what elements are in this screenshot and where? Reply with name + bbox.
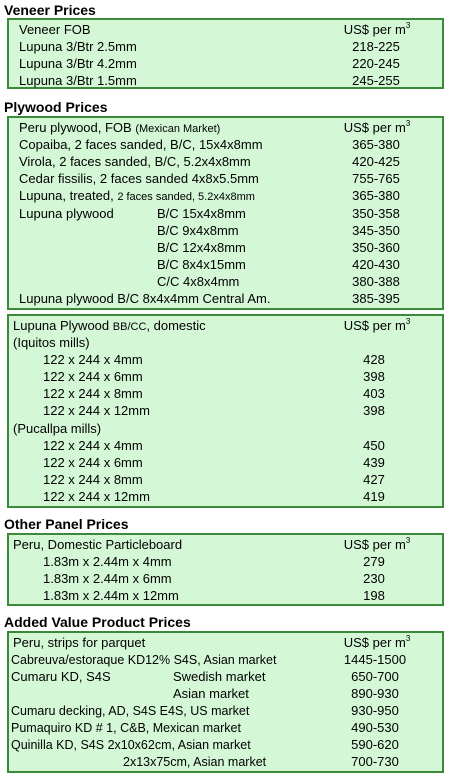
- plywood-table: [7, 116, 444, 310]
- veneer-row-label: Lupuna 3/Btr 4.2mm: [19, 56, 137, 71]
- added-row-market: Swedish market: [173, 669, 266, 684]
- lupuna-row-label: C/C 4x8x4mm: [157, 274, 240, 289]
- panel-header-unit: US$ per $m^3$: [343, 536, 411, 552]
- plywood-row-label: Cedar fissilis, 2 faces sanded 4x8x5.5mm: [19, 171, 259, 186]
- added-row-price: 590-620: [351, 737, 399, 752]
- iquitos-row-price: 428: [363, 352, 385, 367]
- plywood-row-price: 420-425: [352, 154, 400, 169]
- panel-section-title: Other Panel Prices: [4, 516, 129, 532]
- added-row-label: Quinilla KD, S4S 2x10x62cm, Asian market: [11, 738, 251, 752]
- plywood-row-price: 365-380: [352, 137, 400, 152]
- lupuna-row-price: 345-350: [352, 223, 400, 238]
- pucallpa-row-label: 122 x 244 x 4mm: [43, 438, 143, 453]
- pucallpa-row-label: 122 x 244 x 12mm: [43, 489, 150, 504]
- pucallpa-row-label: 122 x 244 x 8mm: [43, 472, 143, 487]
- iquitos-row-label: 122 x 244 x 6mm: [43, 369, 143, 384]
- plywood-section-title: Plywood Prices: [4, 99, 108, 115]
- added-row-label: Cumaru decking, AD, S4S E4S, US market: [11, 704, 250, 718]
- veneer-table: [7, 18, 444, 89]
- pucallpa-row-price: 419: [363, 489, 385, 504]
- veneer-row-label: Lupuna 3/Btr 1.5mm: [19, 73, 137, 88]
- iquitos-row-price: 398: [363, 369, 385, 384]
- veneer-header-label: Veneer FOB: [19, 22, 91, 37]
- panel-row-label: 1.83m x 2.44m x 6mm: [43, 571, 172, 586]
- lupuna-row-label: B/C 12x4x8mm: [157, 240, 246, 255]
- panel-row-price: 198: [363, 588, 385, 603]
- plywood-row-price: 755-765: [352, 171, 400, 186]
- pucallpa-row-label: 122 x 244 x 6mm: [43, 455, 143, 470]
- pucallpa-row-price: 450: [363, 438, 385, 453]
- added-row-label: Pumaquiro KD # 1, C&B, Mexican market: [11, 721, 241, 735]
- veneer-row-price: 218-225: [352, 39, 400, 54]
- pucallpa-mills-label: (Pucallpa mills): [13, 421, 102, 436]
- added-row-label: 2x13x75cm, Asian market: [123, 755, 267, 769]
- iquitos-row-label: 122 x 244 x 12mm: [43, 403, 150, 418]
- central-am-row-price: 385-395: [352, 291, 400, 306]
- panel-row-label: 1.83m x 2.44m x 12mm: [43, 588, 179, 603]
- panel-row-label: 1.83m x 2.44m x 4mm: [43, 554, 172, 569]
- veneer-row-price: 245-255: [352, 73, 400, 88]
- plywood-header-unit: US$ per $m^3$: [343, 119, 411, 135]
- domestic-header-unit: US$ per $m^3$: [343, 317, 411, 333]
- added-row-price: 700-730: [351, 754, 399, 769]
- veneer-row-label: Lupuna 3/Btr 2.5mm: [19, 39, 137, 54]
- iquitos-row-label: 122 x 244 x 4mm: [43, 352, 143, 367]
- pucallpa-row-price: 439: [363, 455, 385, 470]
- veneer-header-unit: US$ per $m^3$: [343, 21, 411, 37]
- domestic-plywood-table: [7, 314, 444, 508]
- lupuna-row-price: 420-430: [352, 257, 400, 272]
- central-am-row-label: Lupuna plywood B/C 8x4x4mm Central Am.: [19, 291, 271, 306]
- plywood-row-price: 365-380: [352, 188, 400, 203]
- added-row-price: 1445-1500: [343, 652, 407, 667]
- added-section-title: Added Value Product Prices: [4, 614, 191, 630]
- pucallpa-row-price: 427: [363, 472, 385, 487]
- lupuna-row-label: B/C 15x4x8mm: [157, 206, 246, 221]
- panel-header-label: Peru, Domestic Particleboard: [13, 537, 183, 552]
- lupuna-row-label: B/C 9x4x8mm: [157, 223, 239, 238]
- added-table: [7, 631, 444, 773]
- added-header-label: Peru, strips for parquet: [13, 635, 146, 650]
- iquitos-row-price: 398: [363, 403, 385, 418]
- lupuna-row-price: 380-388: [352, 274, 400, 289]
- lupuna-row-price: 350-358: [352, 206, 400, 221]
- added-row-label: Cumaru KD, S4S: [11, 669, 111, 684]
- lupuna-plywood-label: Lupuna plywood: [19, 206, 114, 221]
- plywood-row-label: Lupuna, treated, 2 faces sanded, 5.2x4x8mm: [19, 188, 255, 203]
- added-row-price: 930-950: [351, 703, 399, 718]
- panel-row-price: 279: [363, 554, 385, 569]
- added-row-price: 650-700: [351, 669, 399, 684]
- panel-table: [7, 533, 444, 606]
- iquitos-row-price: 403: [363, 386, 385, 401]
- added-header-unit: US$ per $m^3$: [343, 634, 411, 650]
- veneer-row-price: 220-245: [352, 56, 400, 71]
- iquitos-mills-label: (Iquitos mills): [13, 335, 90, 350]
- plywood-header-label: Peru plywood, FOB (Mexican Market): [19, 120, 221, 135]
- plywood-row-label: Copaiba, 2 faces sanded, B/C, 15x4x8mm: [19, 137, 263, 152]
- added-row-label: Cabreuva/estoraque KD12% S4S, Asian market: [11, 653, 277, 667]
- panel-row-price: 230: [363, 571, 385, 586]
- iquitos-row-label: 122 x 244 x 8mm: [43, 386, 143, 401]
- added-row-market: Asian market: [173, 686, 249, 701]
- added-row-price: 490-530: [351, 720, 399, 735]
- added-row-price: 890-930: [351, 686, 399, 701]
- lupuna-row-label: B/C 8x4x15mm: [157, 257, 246, 272]
- domestic-header-label: Lupuna Plywood BB/CC, domestic: [13, 318, 206, 333]
- veneer-section-title: Veneer Prices: [4, 2, 96, 18]
- lupuna-row-price: 350-360: [352, 240, 400, 255]
- plywood-row-label: Virola, 2 faces sanded, B/C, 5.2x4x8mm: [19, 154, 251, 169]
